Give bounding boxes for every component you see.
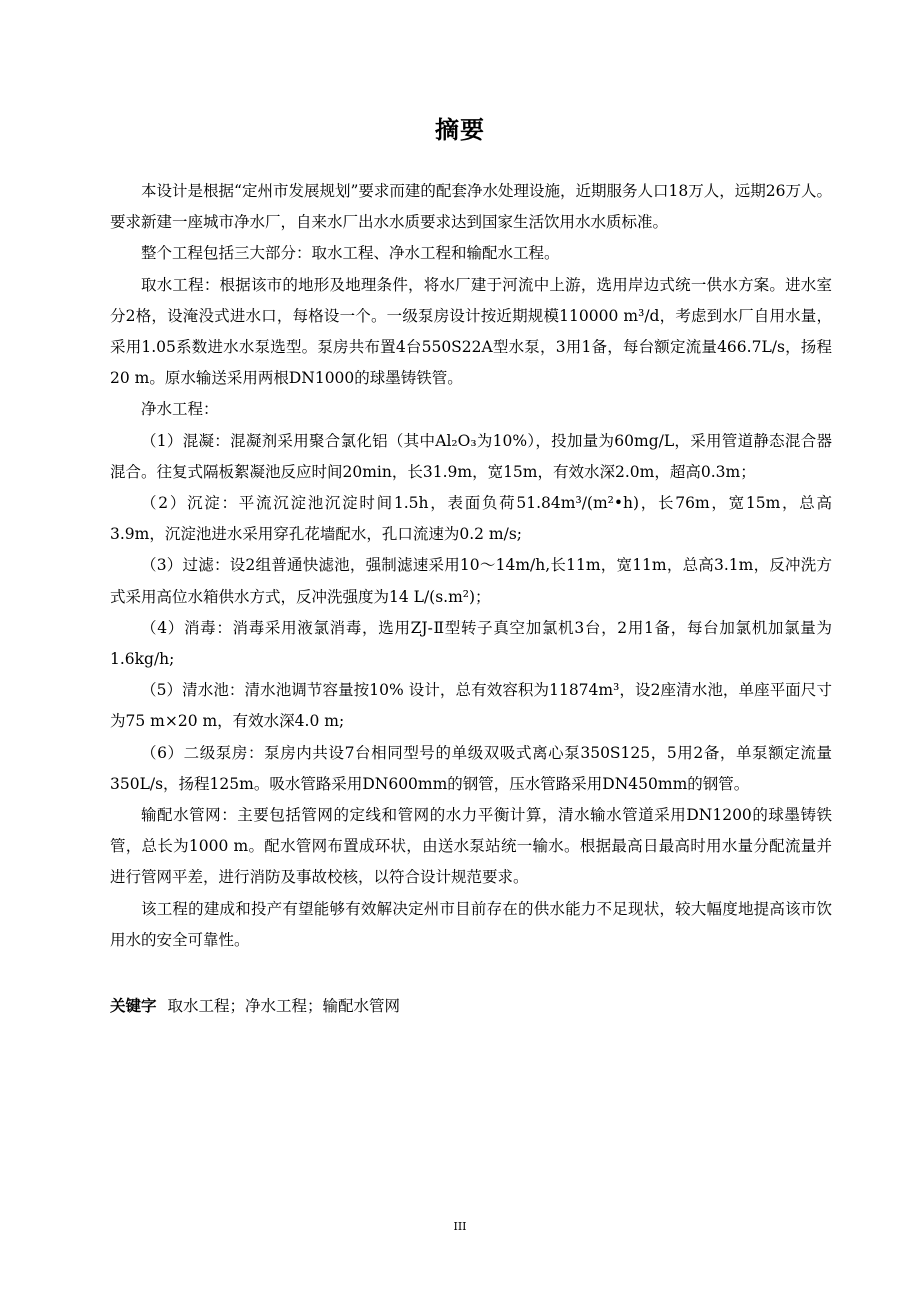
paragraph-intro: 本设计是根据“定州市发展规划”要求而建的配套净水处理设施，近期服务人口18万人，远期26万人。要求新建一座城市净水厂，自来水厂出水水质要求达到国家生活饮用水水质标准。: [110, 182, 832, 232]
keywords-line: [110, 991, 832, 1021]
paragraph-secondary-pump: （6）二级泵房：泵房内共设7台相同型号的单级双吸式离心泵350S125，5用2备，单泵额定流量350L/s，扬程125m。吸水管路采用DN600mm的钢管，压水管路采用DN450mm的钢管。: [110, 743, 832, 793]
paragraph-purification-heading: 净水工程：: [141, 400, 219, 419]
paragraph-coagulation: （1）混凝：混凝剂采用聚合氯化铝（其中Al₂O₃为10%），投加量为60mg/L，采用管道静态混合器混合。往复式隔板絮凝池反应时间20min，长31.9m，宽15m，有效水深2.0m，超高0.3m；: [110, 431, 832, 481]
paragraph-conclusion: 该工程的建成和投产有望能够有效解决定州市目前存在的供水能力不足现状，较大幅度地提高该市饮用水的安全可靠性。: [110, 899, 832, 949]
keywords-label: 关键字: [110, 997, 157, 1015]
abstract-body: [110, 176, 832, 956]
paragraph-distribution: 输配水管网：主要包括管网的定线和管网的水力平衡计算，清水输水管道采用DN1200的球墨铸铁管，总长为1000 m。配水管网布置成环状，由送水泵站统一输水。根据最高日最高时用水量分配流量并进行管网平差，进行消防及事故校核，以符合设计规范要求。: [110, 806, 832, 887]
paragraph-clear-water-tank: （5）清水池：清水池调节容量按10% 设计，总有效容积为11874m³，设2座清水池，单座平面尺寸为75 m×20 m，有效水深4.0 m;: [110, 681, 832, 731]
paragraph-sedimentation: （2）沉淀：平流沉淀池沉淀时间1.5h，表面负荷51.84m³/(m²•h)，长76m，宽15m，总高3.9m，沉淀池进水采用穿孔花墙配水，孔口流速为0.2 m/s;: [110, 494, 832, 544]
page-number: III: [453, 1220, 467, 1233]
paragraph-disinfection: （4）消毒：消毒采用液氯消毒，选用ZJ-Ⅱ型转子真空加氯机3台，2用1备，每台加氯机加氯量为1.6kg/h;: [110, 618, 832, 669]
keywords-text: 取水工程；净水工程；输配水管网: [167, 997, 400, 1015]
paragraph-filtration: （3）过滤：设2组普通快滤池，强制滤速采用10～14m/h,长11m，宽11m，总高3.1m，反冲洗方式采用高位水箱供水方式，反冲洗强度为14 L/(s.m²)；: [110, 556, 832, 606]
paragraph-overview: 整个工程包括三大部分：取水工程、净水工程和输配水工程。: [141, 244, 560, 263]
page-title: 摘要: [435, 116, 485, 144]
paragraph-intake: 取水工程：根据该市的地形及地理条件，将水厂建于河流中上游，选用岸边式统一供水方案。进水室分2格，设淹没式进水口，每格设一个。一级泵房设计按近期规模110000 m³/d，考虑到水厂自用水量，采用1.05系数进水水泵选型。泵房共布置4台550S22A型水泵，3用1备，每台额定流量466.7L/s，扬程20 m。原水输送采用两根DN1000的球墨铸铁管。: [110, 275, 832, 388]
